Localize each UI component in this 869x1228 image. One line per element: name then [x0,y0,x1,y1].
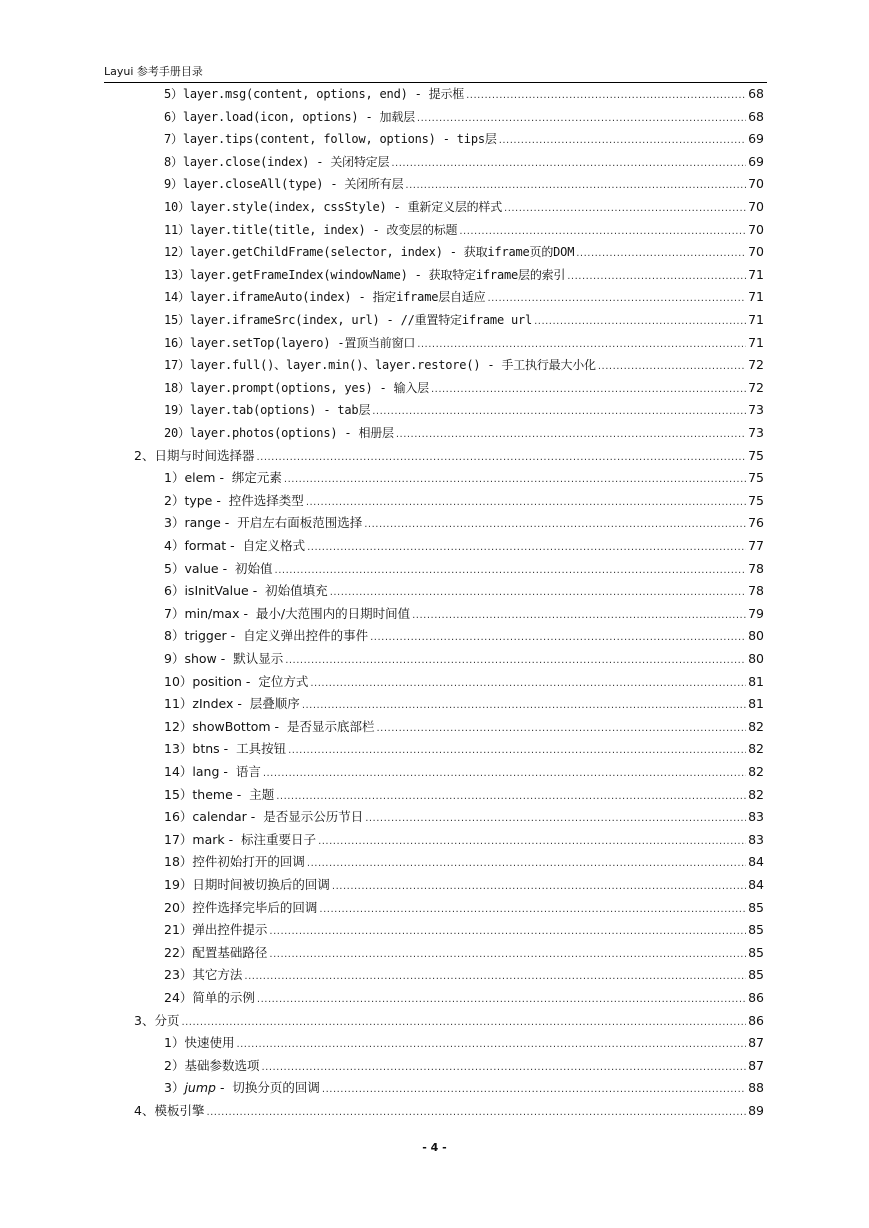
toc-leader-dots [285,651,746,671]
toc-entry-page: 70 [748,244,764,260]
toc-entry[interactable] [164,378,764,398]
toc-entry-page: 71 [748,266,764,282]
toc-entry[interactable] [164,287,764,307]
toc-leader-dots [567,267,746,287]
toc-entry-label: 5）value - 初始值 [164,560,273,576]
toc-leader-dots [534,312,746,332]
toc-entry[interactable] [164,965,764,985]
toc-entry-label: 1）快速使用 [164,1035,235,1051]
toc-entry-label: 7）min/max - 最小/大范围内的日期时间值 [164,605,411,621]
toc-entry[interactable] [164,830,764,850]
toc-entry[interactable] [164,739,764,759]
page-number: - 4 - [422,1141,447,1154]
toc-leader-dots [598,357,746,377]
toc-entry[interactable] [164,717,764,737]
toc-entry-page: 75 [748,492,764,508]
toc-entry-label: 7）layer.tips(content, follow, options) - tips层 [164,132,497,147]
toc-entry-page: 82 [748,786,764,802]
toc-entry-page: 73 [748,425,764,440]
toc-entry[interactable] [164,694,764,714]
toc-entry-label: 10）layer.style(index, cssStyle) - 重新定义层的样式 [164,200,503,214]
toc-entry[interactable] [164,672,764,692]
toc-leader-dots [206,1103,746,1123]
toc-entry-label: 24）简单的示例 [164,990,255,1005]
toc-leader-dots [275,561,747,581]
toc-entry-page: 71 [748,312,764,327]
toc-leader-dots [269,945,746,965]
toc-entry-label: 4）format - 自定义格式 [164,538,306,553]
toc-entry[interactable] [164,468,764,488]
toc-entry-label: 16）layer.setTop(layero) -置顶当前窗口 [164,335,416,350]
toc-entry[interactable] [164,604,764,624]
toc-entry-page: 81 [748,696,764,712]
toc-entry-page: 71 [748,289,764,305]
toc-entry[interactable] [164,423,764,443]
toc-entry[interactable] [164,762,764,782]
toc-entry[interactable] [164,129,764,149]
toc-entry[interactable] [164,559,764,579]
toc-entry-page: 72 [748,379,764,395]
toc-entry[interactable] [164,785,764,805]
toc-entry-page: 82 [748,741,764,757]
toc-leader-dots [319,900,746,920]
toc-entry-page: 70 [748,199,764,214]
toc-entry-label: 21）弹出控件提示 [164,922,268,938]
toc-entry-label: 6）isInitValue - 初始值填充 [164,583,328,599]
toc-entry-page: 85 [748,899,764,915]
toc-entry-page: 77 [748,538,764,553]
toc-leader-dots [244,967,746,987]
toc-entry[interactable] [164,220,764,240]
toc-entry-page: 88 [748,1080,764,1096]
toc-leader-dots [431,380,746,400]
page-header [104,64,767,83]
toc-entry-page: 85 [748,967,764,983]
toc-entry[interactable] [164,581,764,601]
toc-entry[interactable] [164,536,764,556]
toc-entry[interactable] [164,84,764,104]
toc-entry[interactable] [164,988,764,1008]
toc-entry-label: 2）type - 控件选择类型 [164,492,304,508]
toc-entry-label: 23）其它方法 [164,967,243,983]
toc-entry-page: 84 [748,854,764,870]
toc-entry-page: 71 [748,334,764,350]
toc-entry-page: 79 [748,605,764,621]
toc-entry-page: 84 [748,877,764,892]
toc-leader-dots [396,425,746,445]
toc-entry-label: 13）layer.getFrameIndex(windowName) - 获取特定iframe层的索引 [164,267,566,282]
toc-entry-label: 2）基础参数选项 [164,1057,260,1073]
toc-leader-dots [261,1058,746,1078]
toc-leader-dots [332,877,746,897]
toc-entry-label: 9）layer.closeAll(type) - 关闭所有层 [164,177,404,192]
toc-entry[interactable] [164,626,764,646]
toc-entry[interactable] [164,807,764,827]
toc-leader-dots [372,402,746,422]
toc-leader-dots [466,86,746,106]
toc-leader-dots [269,922,746,942]
toc-entry[interactable] [164,513,764,533]
toc-entry[interactable] [164,491,764,511]
toc-entry-label: 18）layer.prompt(options, yes) - 输入层 [164,380,429,395]
toc-entry-page: 73 [748,402,764,418]
toc-entry-label: 2、日期与时间选择器 [134,447,255,463]
toc-entry-page: 82 [748,764,764,779]
toc-entry[interactable] [134,1101,764,1121]
toc-leader-dots [307,538,746,558]
toc-leader-dots [417,335,746,355]
toc-leader-dots [459,222,746,242]
toc-leader-dots [330,583,746,603]
toc-entry-page: 70 [748,176,764,192]
toc-entry-label: 17）mark - 标注重要日子 [164,831,317,847]
toc-entry-page: 86 [748,990,764,1005]
toc-entry-page: 68 [748,86,764,101]
toc-entry[interactable] [164,1033,764,1053]
toc-entry-page: 69 [748,131,764,147]
toc-entry-label: 11）zIndex - 层叠顺序 [164,696,300,712]
toc-entry-label: 8）trigger - 自定义弹出控件的事件 [164,628,369,644]
toc-leader-dots [181,1013,746,1033]
toc-entry-page: 85 [748,944,764,960]
toc-entry-label: 13）btns - 工具按钮 [164,741,287,757]
toc-entry[interactable] [164,875,764,895]
toc-entry-label: 10）position - 定位方式 [164,673,309,689]
toc-entry-label: 17）layer.full()、layer.min()、layer.restore() - 手工执行最大小化 [164,358,596,373]
toc-entry[interactable] [134,446,764,466]
toc-entry-label: 1）elem - 绑定元素 [164,470,282,486]
toc-entry-label: 15）layer.iframeSrc(index, url) - //重置特定iframe url [164,313,533,327]
toc-leader-dots [288,741,746,761]
toc-leader-dots [499,131,746,151]
toc-leader-dots [364,515,746,535]
toc-entry-page: 75 [748,470,764,486]
toc-entry[interactable] [164,649,764,669]
toc-entry-page: 81 [748,673,764,689]
toc-leader-dots [370,628,746,648]
toc-entry-page: 82 [748,718,764,734]
toc-leader-dots [504,199,746,219]
toc-entry-page: 85 [748,922,764,938]
toc-entry[interactable] [164,107,764,127]
toc-entry-page: 78 [748,583,764,599]
toc-entry-page: 86 [748,1012,764,1028]
toc-entry-page: 69 [748,153,764,169]
toc-leader-dots [257,990,746,1010]
toc-entry-label: 3）jump - 切换分页的回调 [164,1080,320,1096]
toc-entry-page: 83 [748,809,764,825]
toc-leader-dots [405,176,746,196]
toc-leader-dots [412,606,746,626]
toc-leader-dots [377,719,747,739]
toc-entry-label: 6）layer.load(icon, options) - 加载层 [164,109,415,124]
toc-entry-page: 68 [748,108,764,124]
toc-entry-label: 9）show - 默认显示 [164,651,284,666]
toc-leader-dots [236,1035,746,1055]
toc-entry[interactable] [164,355,764,375]
toc-entry-label: 16）calendar - 是否显示公历节日 [164,809,364,825]
toc-entry[interactable] [164,920,764,940]
toc-entry-label: 18）控件初始打开的回调 [164,854,305,870]
toc-leader-dots [284,470,746,490]
toc-entry-label: 3）range - 开启左右面板范围选择 [164,515,363,531]
toc-leader-dots [322,1080,746,1100]
toc-leader-dots [256,448,746,468]
toc-entry-label: 12）showBottom - 是否显示底部栏 [164,718,375,734]
toc-entry-page: 70 [748,221,764,237]
toc-leader-dots [318,832,746,852]
toc-entry[interactable] [164,400,764,420]
toc-entry[interactable] [164,242,764,262]
toc-entry-label: 22）配置基础路径 [164,944,268,960]
toc-entry[interactable] [164,265,764,285]
toc-entry[interactable] [164,310,764,330]
toc-entry-page: 83 [748,831,764,847]
toc-entry-label: 14）layer.iframeAuto(index) - 指定iframe层自适应 [164,290,486,305]
toc-entry-page: 87 [748,1035,764,1051]
toc-entry[interactable] [164,1056,764,1076]
toc-entry-page: 72 [748,357,764,373]
toc-leader-dots [576,244,746,264]
toc-entry[interactable] [164,152,764,172]
toc-entry-label: 3、分页 [134,1012,180,1028]
toc-entry-label: 5）layer.msg(content, options, end) - 提示框 [164,87,465,101]
toc-leader-dots [302,696,746,716]
toc-leader-dots [487,289,746,309]
toc-entry[interactable] [164,943,764,963]
toc-entry-label: 15）theme - 主题 [164,786,275,802]
toc-entry-page: 80 [748,628,764,644]
toc-leader-dots [391,154,746,174]
toc-entry[interactable] [164,1078,764,1098]
toc-entry-label: 11）layer.title(title, index) - 改变层的标题 [164,222,458,237]
toc-leader-dots [365,809,746,829]
toc-entry[interactable] [164,898,764,918]
toc-entry[interactable] [164,333,764,353]
toc-leader-dots [417,109,746,129]
toc-leader-dots [306,493,746,513]
toc-entry-label: 20）控件选择完毕后的回调 [164,899,318,915]
toc-leader-dots [307,854,746,874]
toc-entry-page: 78 [748,560,764,576]
toc-entry-page: 76 [748,515,764,531]
toc-leader-dots [276,787,746,807]
toc-entry-page: 87 [748,1057,764,1073]
toc-entry[interactable] [164,174,764,194]
toc-leader-dots [263,764,746,784]
toc-entry-label: 14）lang - 语言 [164,764,261,779]
toc-entry-page: 80 [748,651,764,666]
toc-entry[interactable] [164,197,764,217]
toc-entry-label: 19）日期时间被切换后的回调 [164,877,330,892]
toc-entry-label: 4、模板引擎 [134,1103,205,1118]
toc-entry[interactable] [134,1011,764,1031]
toc-leader-dots [310,674,746,694]
toc-entry-label: 12）layer.getChildFrame(selector, index) - 获取iframe页的DOM [164,245,575,260]
header-title: Layui 参考手册目录 [104,65,203,78]
toc-entry-page: 75 [748,447,764,463]
toc-entry-label: 19）layer.tab(options) - tab层 [164,403,371,418]
toc-entry[interactable] [164,852,764,872]
toc-entry-page: 89 [748,1103,764,1118]
toc-entry-label: 8）layer.close(index) - 关闭特定层 [164,154,390,169]
toc-entry-label: 20）layer.photos(options) - 相册层 [164,426,394,440]
